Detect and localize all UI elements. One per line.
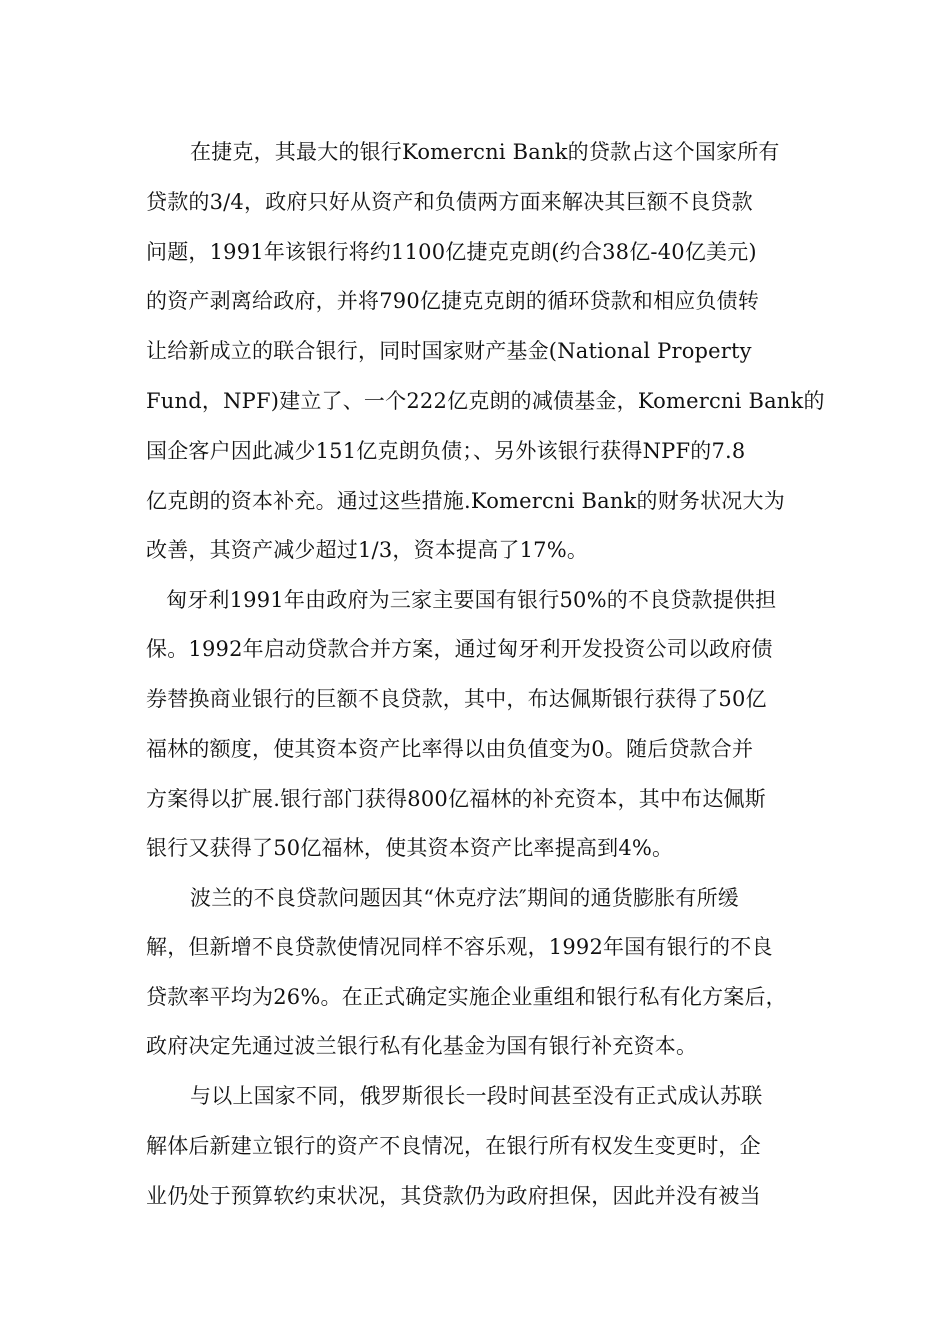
text-line: 国企客户因此减少151亿克朗负债；、另外该银行获得NPF的7.8 bbox=[146, 439, 746, 463]
text-line: 解，但新增不良贷款使情况同样不容乐观，1992年国有银行的不良 bbox=[146, 935, 773, 959]
text-line: 银行又获得了50亿福林，使其资本资产比率提高到4%。 bbox=[146, 836, 674, 860]
text-line: 在捷克，其最大的银行Komercni Bank的贷款占这个国家所有 bbox=[190, 140, 780, 164]
text-line: 波兰的不良贷款问题因其“休克疗法″期间的通货膨胀有所缓 bbox=[190, 886, 739, 910]
text-line: 匈牙利1991年由政府为三家主要国有银行50%的不良贷款提供担 bbox=[166, 588, 777, 612]
text-line: 方案得以扩展.银行部门获得800亿福林的补充资本，其中布达佩斯 bbox=[146, 787, 766, 811]
text-line: 券替换商业银行的巨额不良贷款，其中，布达佩斯银行获得了50亿 bbox=[146, 687, 767, 711]
text-line: 改善，其资产减少超过1/3，资本提高了17%。 bbox=[146, 538, 589, 562]
text-line: 福林的额度，使其资本资产比率得以由负值变为0。随后贷款合并 bbox=[146, 737, 754, 761]
text-line: 的资产剥离给政府，并将790亿捷克克朗的循环贷款和相应负债转 bbox=[146, 289, 760, 313]
text-line: Fund，NPF)建立了、一个222亿克朗的减债基金，Komercni Bank的 bbox=[146, 389, 825, 413]
text-line: 解体后新建立银行的资产不良情况，在银行所有权发生变更时，企 bbox=[146, 1134, 761, 1158]
text-line: 保。1992年启动贷款合并方案，通过匈牙利开发投资公司以政府债 bbox=[146, 637, 773, 661]
text-line: 业仍处于预算软约束状况，其贷款仍为政府担保，因此并没有被当 bbox=[146, 1184, 761, 1208]
text-line: 亿克朗的资本补充。通过这些措施.Komercni Bank的财务状况大为 bbox=[146, 489, 785, 513]
text-line: 问题，1991年该银行将约1100亿捷克克朗(约合38亿-40亿美元) bbox=[146, 240, 757, 264]
text-line: 贷款的3/4，政府只好从资产和负债两方面来解决其巨额不良贷款 bbox=[146, 190, 753, 214]
text-line: 政府决定先通过波兰银行私有化基金为国有银行补充资本。 bbox=[146, 1034, 698, 1058]
text-line: 与以上国家不同，俄罗斯很长一段时间甚至没有正式成认苏联 bbox=[190, 1084, 763, 1108]
text-line: 让给新成立的联合银行，同时国家财产基金(National Property bbox=[146, 339, 752, 363]
text-line: 贷款率平均为26%。在正式确定实施企业重组和银行私有化方案后， bbox=[146, 985, 787, 1009]
